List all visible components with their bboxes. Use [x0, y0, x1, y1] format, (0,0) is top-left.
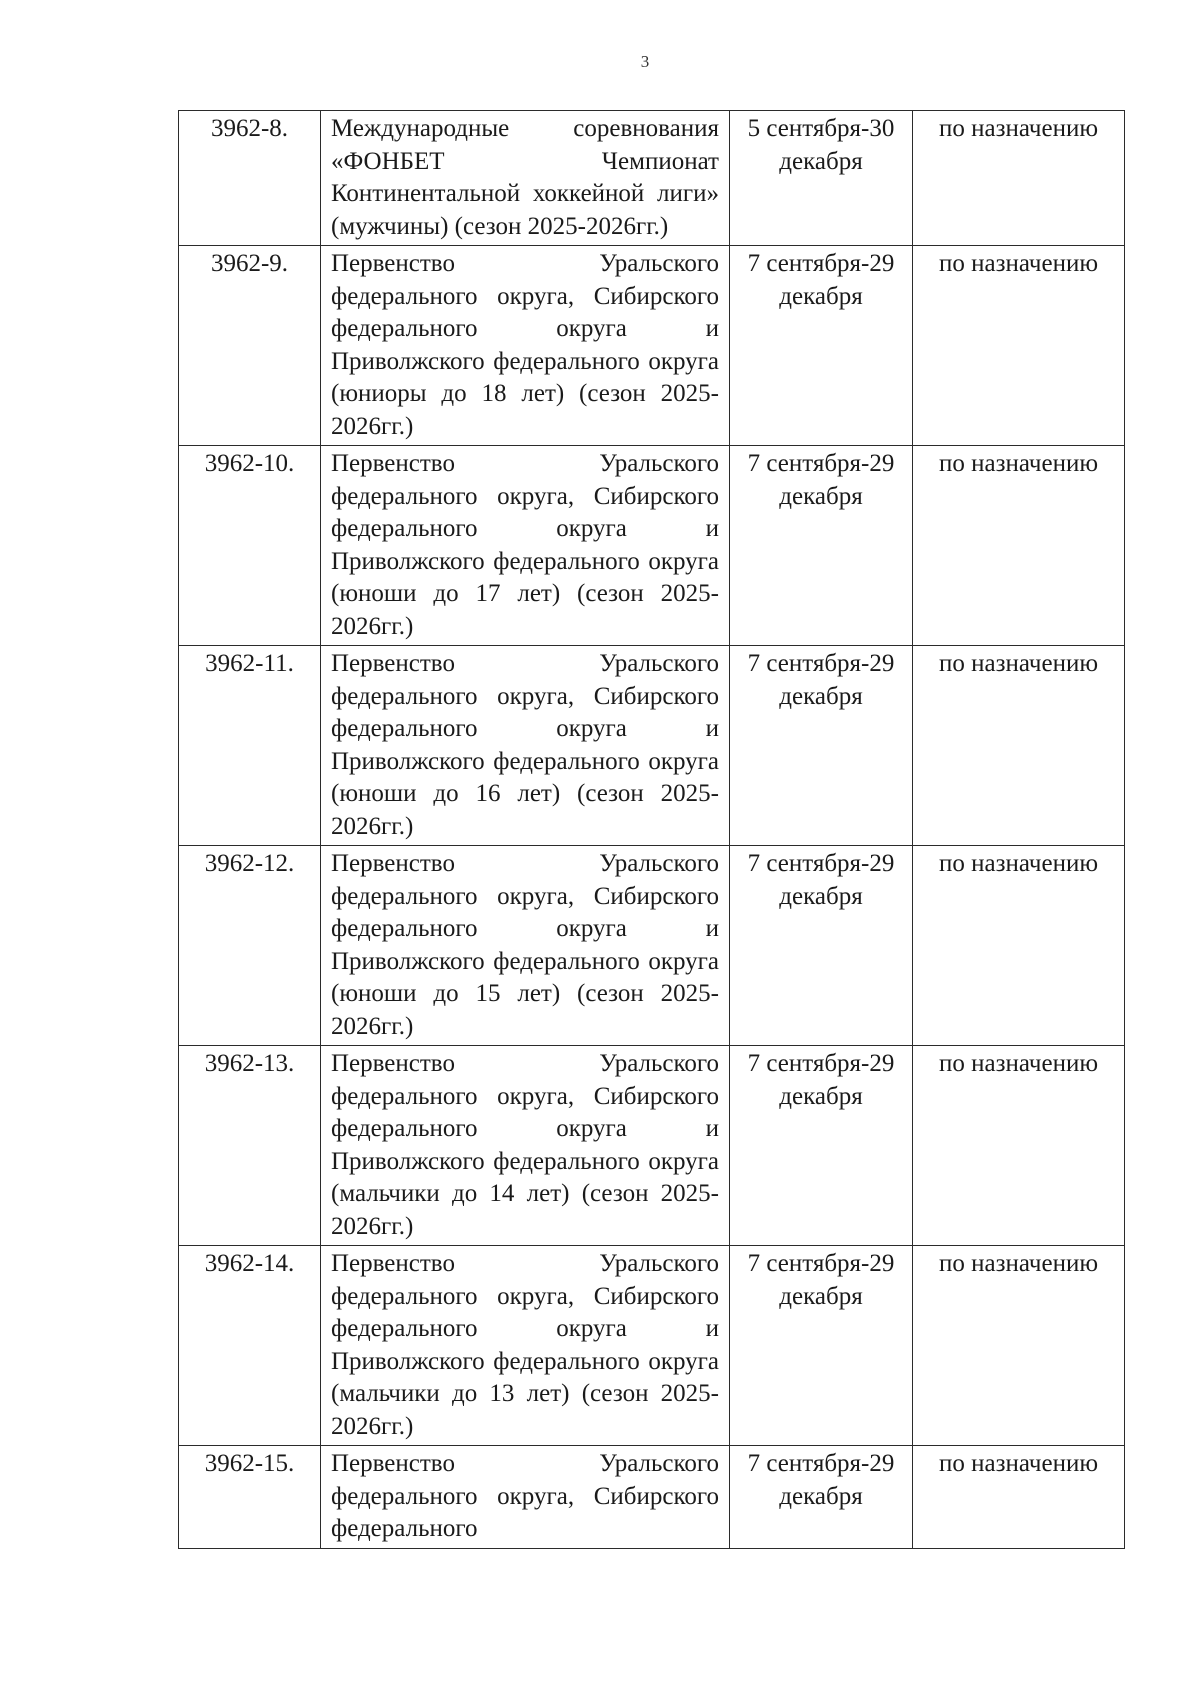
event-venue: по назначению — [913, 1446, 1125, 1549]
event-venue: по назначению — [913, 646, 1125, 846]
event-name: Первенство Уральского федерального округа, Сибирского федерального округа и Приволжского федерального округа (юноши до 17 лет) (сезон 2025-2026гг.) — [321, 446, 730, 646]
table-row — [179, 846, 1125, 1046]
table-row — [179, 646, 1125, 846]
table-row — [179, 1446, 1125, 1549]
event-number: 3962-11. — [179, 646, 321, 846]
table-row — [179, 246, 1125, 446]
event-venue: по назначению — [913, 246, 1125, 446]
event-dates: 7 сентября-29 декабря — [730, 1046, 913, 1246]
event-number: 3962-8. — [179, 111, 321, 246]
event-number: 3962-12. — [179, 846, 321, 1046]
event-name: Первенство Уральского федерального округа, Сибирского федерального — [321, 1446, 730, 1549]
event-dates: 7 сентября-29 декабря — [730, 446, 913, 646]
event-number: 3962-10. — [179, 446, 321, 646]
event-dates: 7 сентября-29 декабря — [730, 246, 913, 446]
event-name: Первенство Уральского федерального округа, Сибирского федерального округа и Приволжского федерального округа (мальчики до 13 лет) (сезон 2025-2026гг.) — [321, 1246, 730, 1446]
event-name: Международные соревнования «ФОНБЕТ Чемпионат Континентальной хоккейной лиги» (мужчины) (сезон 2025-2026гг.) — [321, 111, 730, 246]
event-number: 3962-15. — [179, 1446, 321, 1549]
table-row — [179, 111, 1125, 246]
event-name: Первенство Уральского федерального округа, Сибирского федерального округа и Приволжского федерального округа (юниоры до 18 лет) (сезон 2025-2026гг.) — [321, 246, 730, 446]
event-number: 3962-13. — [179, 1046, 321, 1246]
event-dates: 7 сентября-29 декабря — [730, 1246, 913, 1446]
event-venue: по назначению — [913, 1246, 1125, 1446]
event-dates: 7 сентября-29 декабря — [730, 1446, 913, 1549]
event-venue: по назначению — [913, 446, 1125, 646]
event-name: Первенство Уральского федерального округа, Сибирского федерального округа и Приволжского федерального округа (юноши до 16 лет) (сезон 2025-2026гг.) — [321, 646, 730, 846]
event-name: Первенство Уральского федерального округа, Сибирского федерального округа и Приволжского федерального округа (мальчики до 14 лет) (сезон 2025-2026гг.) — [321, 1046, 730, 1246]
event-dates: 7 сентября-29 декабря — [730, 646, 913, 846]
event-venue: по назначению — [913, 111, 1125, 246]
event-venue: по назначению — [913, 1046, 1125, 1246]
table-row — [179, 1246, 1125, 1446]
event-venue: по назначению — [913, 846, 1125, 1046]
event-name: Первенство Уральского федерального округа, Сибирского федерального округа и Приволжского федерального округа (юноши до 15 лет) (сезон 2025-2026гг.) — [321, 846, 730, 1046]
page-number: 3 — [640, 52, 650, 71]
table-row — [179, 446, 1125, 646]
table-row — [179, 1046, 1125, 1246]
events-table — [178, 110, 1125, 1549]
event-number: 3962-14. — [179, 1246, 321, 1446]
event-dates: 7 сентября-29 декабря — [730, 846, 913, 1046]
event-number: 3962-9. — [179, 246, 321, 446]
event-dates: 5 сентября-30 декабря — [730, 111, 913, 246]
